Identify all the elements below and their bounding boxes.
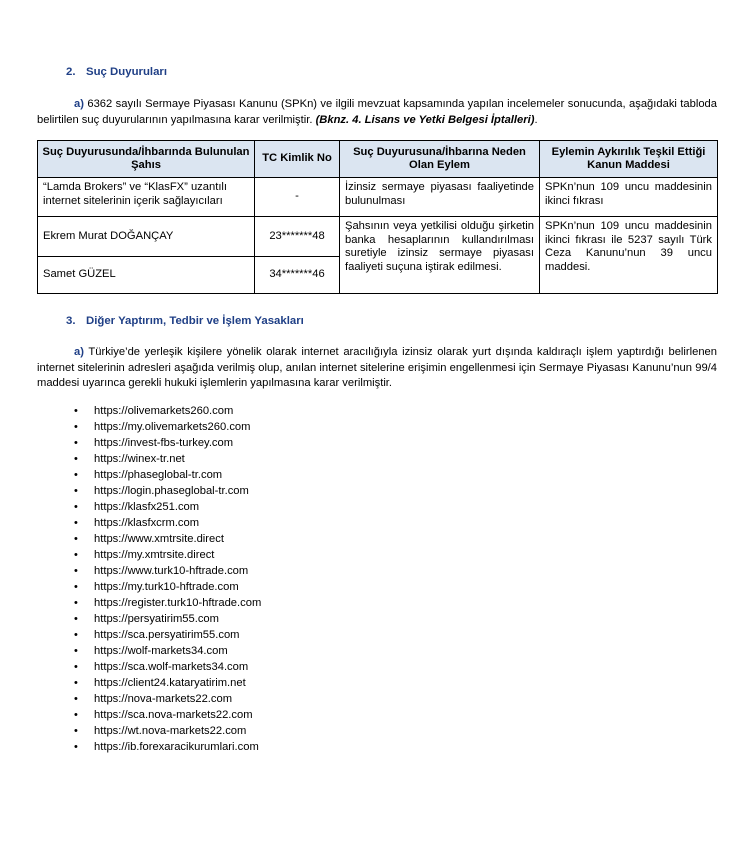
section-2-paragraph-lead: a) [74, 98, 84, 110]
website-url: https://wolf-markets34.com [94, 645, 228, 657]
list-item [74, 739, 261, 755]
section-3-heading [66, 315, 304, 327]
cell-law-article: SPKn’nun 109 uncu maddesinin ikinci fıkrası [540, 178, 718, 217]
list-item [74, 707, 261, 723]
website-url: https://register.turk10-hftrade.com [94, 597, 262, 609]
website-url: https://ib.forexaracikurumlari.com [94, 741, 259, 753]
website-url: https://www.xmtrsite.direct [94, 533, 224, 545]
list-item [74, 547, 261, 563]
list-item [74, 659, 261, 675]
cell-law-article: SPKn’nun 109 uncu maddesinin ikinci fıkrası ile 5237 sayılı Türk Ceza Kanunu’nun 39 uncu maddesi. [540, 217, 718, 294]
cell-tc-id: 23*******48 [255, 217, 340, 257]
section-2-title: Suç Duyuruları [86, 66, 168, 78]
section-3-number: 3. [66, 315, 76, 327]
website-url: https://nova-markets22.com [94, 693, 233, 705]
bullet-icon: • [74, 741, 78, 753]
website-url: https://sca.persyatirim55.com [94, 629, 240, 641]
website-url: https://sca.nova-markets22.com [94, 709, 253, 721]
blocked-websites-list [74, 403, 261, 755]
bullet-icon: • [74, 533, 78, 545]
list-item [74, 403, 261, 419]
table-row [38, 217, 718, 257]
section-2-paragraph-end: . [534, 113, 538, 126]
bullet-icon: • [74, 453, 78, 465]
list-item [74, 611, 261, 627]
website-url: https://klasfxcrm.com [94, 517, 200, 529]
cell-person: “Lamda Brokers” ve “KlasFX” uzantılı internet sitelerinin içerik sağlayıcıları [38, 178, 255, 217]
website-url: https://wt.nova-markets22.com [94, 725, 247, 737]
website-url: https://klasfx251.com [94, 501, 200, 513]
list-item [74, 451, 261, 467]
bullet-icon: • [74, 709, 78, 721]
website-url: https://olivemarkets260.com [94, 405, 234, 417]
list-item [74, 675, 261, 691]
bullet-icon: • [74, 661, 78, 673]
website-url: https://login.phaseglobal-tr.com [94, 485, 249, 497]
website-url: https://winex-tr.net [94, 453, 185, 465]
website-url: https://my.xmtrsite.direct [94, 549, 215, 561]
header-action: Suç Duyurusuna/İhbarına Neden Olan Eylem [340, 141, 540, 178]
bullet-icon: • [74, 517, 78, 529]
website-url: https://invest-fbs-turkey.com [94, 437, 234, 449]
bullet-icon: • [74, 629, 78, 641]
cell-tc-id: - [255, 178, 340, 217]
bullet-icon: • [74, 693, 78, 705]
bullet-icon: • [74, 613, 78, 625]
list-item [74, 499, 261, 515]
section-3-paragraph-lead: a) [74, 346, 84, 358]
section-3-paragraph [37, 345, 717, 392]
list-item [74, 643, 261, 659]
website-url: https://phaseglobal-tr.com [94, 469, 223, 481]
license-cancellation-reference: (Bknz. 4. Lisans ve Yetki Belgesi İptalleri) [315, 113, 535, 126]
website-url: https://sca.wolf-markets34.com [94, 661, 249, 673]
list-item [74, 563, 261, 579]
bullet-icon: • [74, 405, 78, 417]
table-row [38, 178, 718, 217]
website-url: https://persyatirim55.com [94, 613, 219, 625]
section-2-paragraph-text: 6362 sayılı Sermaye Piyasası Kanunu (SPKn) ve ilgili mevzuat kapsamında yapılan incelemeler sonucunda, aşağıdaki tabloda belirtilen suç duyurularının yapılmasına karar verilmiştir. [37, 98, 717, 126]
header-law-article: Eylemin Aykırılık Teşkil Ettiği Kanun Maddesi [540, 141, 718, 178]
list-item [74, 419, 261, 435]
list-item [74, 435, 261, 451]
bullet-icon: • [74, 549, 78, 561]
list-item [74, 595, 261, 611]
cell-action: Şahsının veya yetkilisi olduğu şirketin banka hesaplarının kullandırılması suretiyle izinsiz sermaye piyasası faaliyeti suçuna iştirak edilmesi. [340, 217, 540, 294]
cell-person: Samet GÜZEL [38, 257, 255, 294]
list-item [74, 515, 261, 531]
bullet-icon: • [74, 485, 78, 497]
criminal-complaints-table [37, 140, 718, 294]
list-item [74, 531, 261, 547]
cell-person: Ekrem Murat DOĞANÇAY [38, 217, 255, 257]
bullet-icon: • [74, 597, 78, 609]
bullet-icon: • [74, 469, 78, 481]
section-3-paragraph-text: Türkiye’de yerleşik kişilere yönelik olarak internet aracılığıyla izinsiz olarak yurt dışında kaldıraçlı işlem yaptırdığı belirlenen internet sitelerinin adresleri aşağıda verilmiş olup, anılan internet sitelerine erişimin engellenmesi için Sermaye Piyasası Kanunu’nun 99/4 maddesi uyarınca gerekli hukuki işlemlerin yapılmasına karar verilmiştir. [37, 346, 718, 389]
bullet-icon: • [74, 725, 78, 737]
section-2-paragraph [37, 97, 717, 128]
list-item [74, 467, 261, 483]
bullet-icon: • [74, 645, 78, 657]
table-header-row [38, 141, 718, 178]
section-2-heading [66, 66, 167, 78]
website-url: https://client24.kataryatirim.net [94, 677, 246, 689]
list-item [74, 723, 261, 739]
list-item [74, 579, 261, 595]
bullet-icon: • [74, 437, 78, 449]
website-url: https://www.turk10-hftrade.com [94, 565, 249, 577]
section-2-number: 2. [66, 66, 76, 78]
cell-tc-id: 34*******46 [255, 257, 340, 294]
website-url: https://my.olivemarkets260.com [94, 421, 251, 433]
header-person: Suç Duyurusunda/İhbarında Bulunulan Şahıs [38, 141, 255, 178]
bullet-icon: • [74, 565, 78, 577]
cell-action: İzinsiz sermaye piyasası faaliyetinde bulunulması [340, 178, 540, 217]
list-item [74, 483, 261, 499]
bullet-icon: • [74, 581, 78, 593]
bullet-icon: • [74, 421, 78, 433]
section-3-title: Diğer Yaptırım, Tedbir ve İşlem Yasakları [86, 315, 304, 327]
list-item [74, 627, 261, 643]
list-item [74, 691, 261, 707]
bullet-icon: • [74, 501, 78, 513]
website-url: https://my.turk10-hftrade.com [94, 581, 239, 593]
bullet-icon: • [74, 677, 78, 689]
header-tc-id: TC Kimlik No [255, 141, 340, 178]
